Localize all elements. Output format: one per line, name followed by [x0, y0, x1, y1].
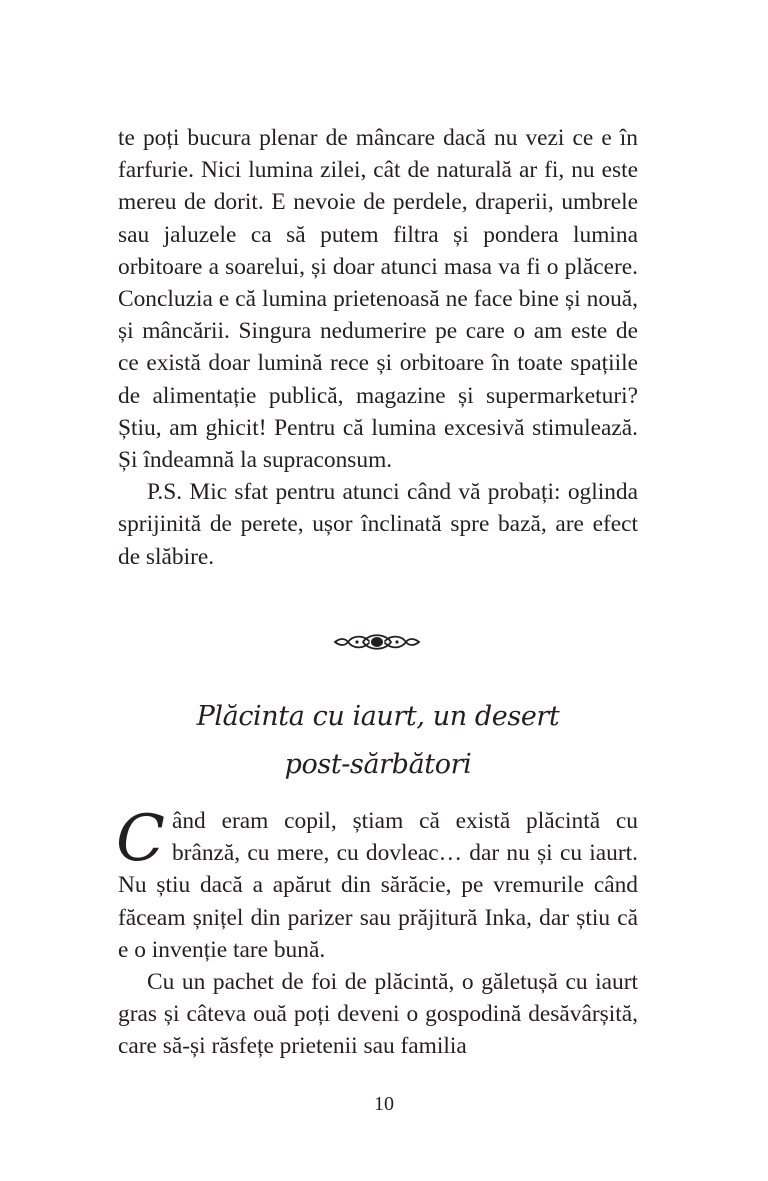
chapter-paragraph-1: [116, 802, 638, 966]
previous-section-text: [118, 122, 638, 573]
chapter-title: [118, 693, 638, 789]
page-number: 10: [374, 1093, 394, 1115]
paragraph-continued: te poți bucura plenar de mâncare dacă nu vezi ce e în farfurie. Nici lumina zilei, cât de naturală ar fi, nu este mereu de dorit. E nevoie de perdele, draperii, umbrele sau jaluzele ca să putem filtra și pondera lumina orbitoare a soarelui, și doar atunci masa va fi o plăcere. Concluzia e că lumina prietenoasă ne face bine și nouă, și mâncării. Singura nedumerire pe care o am este de ce există doar lumină rece și orbitoare în toate spațiile de alimentație publică, magazine și supermarketuri? Știu, am ghicit! Pentru că lumina excesivă stimulează. Și îndeamnă la supraconsum.: [118, 125, 638, 474]
chapter-paragraph-1-text: ând eram copil, știam că există plăcintă cu brânză, cu mere, cu dovleac… dar nu și cu iaurt. Nu știu dacă a apărut din sărăcie, pe vremurile când făceam șnițel din parizer sau prăjitură Inka, dar știu că e o invenție tare bună.: [118, 808, 638, 963]
chapter-text: [116, 802, 638, 1063]
chapter-title-line-1: Plăcinta cu iaurt, un desert: [196, 701, 560, 732]
chapter-paragraph-2: Cu un pachet de foi de plăcintă, o găletușă cu iaurt gras și câteva ouă poți deveni o gospodină desăvârșită, care să-și răsfețe prietenii sau familia: [118, 969, 638, 1060]
drop-cap: C: [116, 802, 165, 876]
scroll-ornament-icon: [333, 631, 421, 653]
chapter-title-line-2: post-sărbători: [284, 749, 472, 780]
paragraph-ps: P.S. Mic sfat pentru atunci când vă probați: oglinda sprijinită de perete, ușor înclinată spre bază, are efect de slăbire.: [118, 479, 638, 570]
